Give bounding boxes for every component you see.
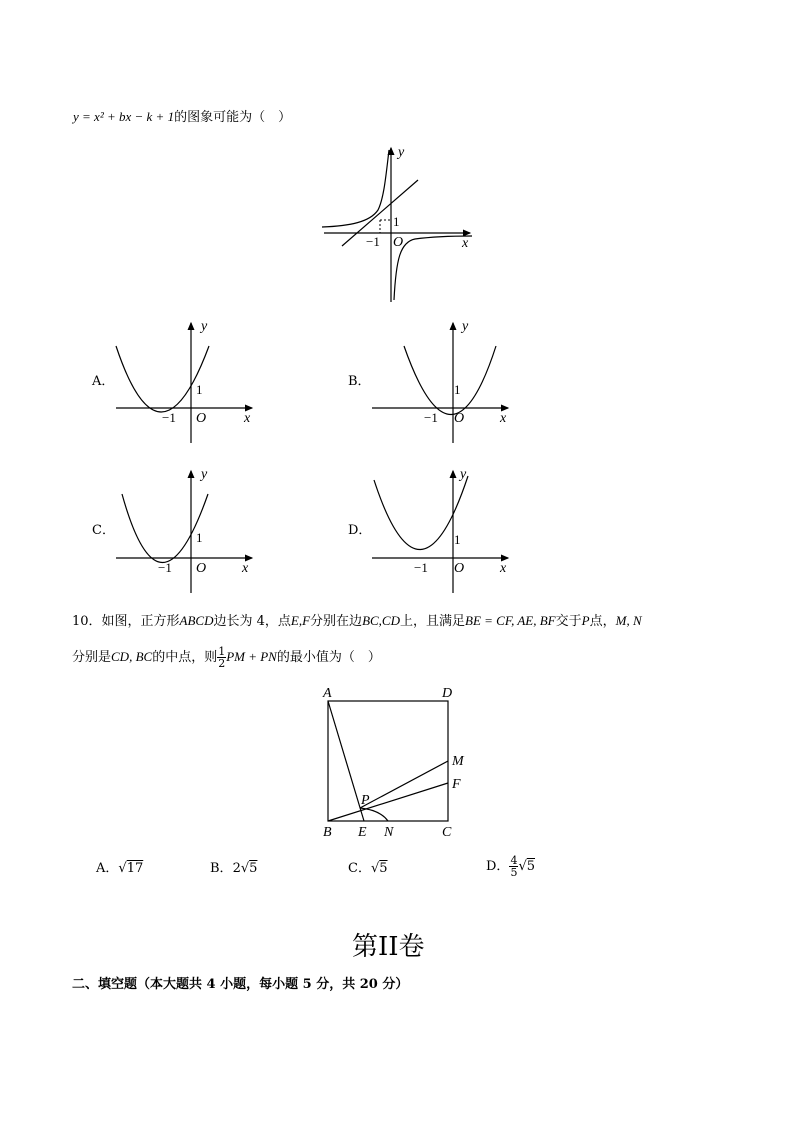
svg-text:O: O	[454, 411, 465, 426]
svg-text:E: E	[358, 825, 367, 840]
q9-option-d-graph[interactable]	[368, 466, 518, 576]
svg-text:O: O	[196, 411, 207, 426]
svg-text:M: M	[452, 754, 464, 769]
q9-stem-math: y = x² + bx − k + 1	[73, 109, 175, 124]
q9-option-a-label[interactable]: A．	[92, 374, 115, 389]
q10-square-figure	[318, 682, 478, 842]
svg-text:A: A	[323, 686, 332, 701]
svg-text:y: y	[201, 467, 208, 482]
y-label: y	[398, 145, 405, 160]
hyperbola-right-branch	[394, 236, 472, 300]
q9-stem-text: 的图象可能为（ ）	[174, 110, 292, 125]
q9-option-c-graph[interactable]	[112, 466, 262, 576]
q9-option-a-graph[interactable]	[112, 318, 262, 428]
q9-option-d-label[interactable]: D．	[348, 523, 372, 538]
q9-option-c-label[interactable]: C．	[92, 523, 115, 538]
half-fraction: $\frac{1}{2}$	[218, 645, 226, 670]
segment-pm	[360, 761, 448, 808]
svg-text:y: y	[460, 467, 467, 482]
segment-ae	[328, 701, 364, 821]
svg-text:F: F	[452, 777, 461, 792]
tangent-line	[342, 180, 418, 246]
svg-text:C: C	[442, 825, 452, 840]
svg-text:y: y	[462, 319, 469, 334]
section-title: 第II卷	[352, 932, 425, 962]
svg-text:−1: −1	[414, 560, 428, 575]
svg-text:D: D	[442, 686, 453, 701]
svg-text:1: 1	[454, 532, 461, 547]
q9-stem	[73, 108, 291, 127]
svg-text:x: x	[242, 561, 249, 576]
q10-stem-line2: 分别是CD, BC的中点，则 $\frac{1}{2}$ PM + PN的最小值为（ ）	[72, 645, 381, 670]
svg-text:−1: −1	[424, 410, 438, 425]
svg-text:N: N	[384, 825, 394, 840]
origin-label: O	[393, 235, 404, 250]
x-label: x	[462, 236, 469, 251]
svg-text:P: P	[361, 793, 370, 808]
svg-text:1: 1	[454, 382, 461, 397]
q9-option-b-label[interactable]: B．	[348, 374, 371, 389]
q10-option-d[interactable]: D． $\frac{4}{5}$ √5	[486, 854, 536, 879]
q10-stem-line1: 10．如图，正方形ABCD边长为 4，点E,F分别在边BC,CD上，且满足BE = CF, AE, BF交于P点，M, N	[72, 613, 642, 629]
section-heading: 二、填空题（本大题共 4 小题，每小题 5 分，共 20 分）	[72, 977, 409, 992]
hyperbola-left-branch	[322, 150, 389, 227]
segment-bf	[328, 783, 448, 821]
svg-text:y: y	[201, 319, 208, 334]
svg-text:B: B	[323, 825, 332, 840]
svg-text:−1: −1	[162, 410, 176, 425]
tick-neg-1: −1	[366, 234, 380, 249]
q10-option-c[interactable]: C．√5	[348, 861, 388, 876]
q10-option-a[interactable]: A．√17	[96, 861, 144, 876]
q9-main-figure	[320, 140, 480, 305]
q10-option-b[interactable]: B．2√5	[210, 861, 258, 876]
svg-text:−1: −1	[158, 560, 172, 575]
svg-text:x: x	[244, 411, 251, 426]
svg-text:1: 1	[196, 382, 203, 397]
svg-text:O: O	[196, 561, 207, 576]
svg-text:O: O	[454, 561, 465, 576]
svg-text:x: x	[500, 561, 507, 576]
svg-text:x: x	[500, 411, 507, 426]
svg-text:1: 1	[196, 530, 203, 545]
tick-1: 1	[393, 214, 400, 229]
q9-option-b-graph[interactable]	[368, 318, 518, 428]
